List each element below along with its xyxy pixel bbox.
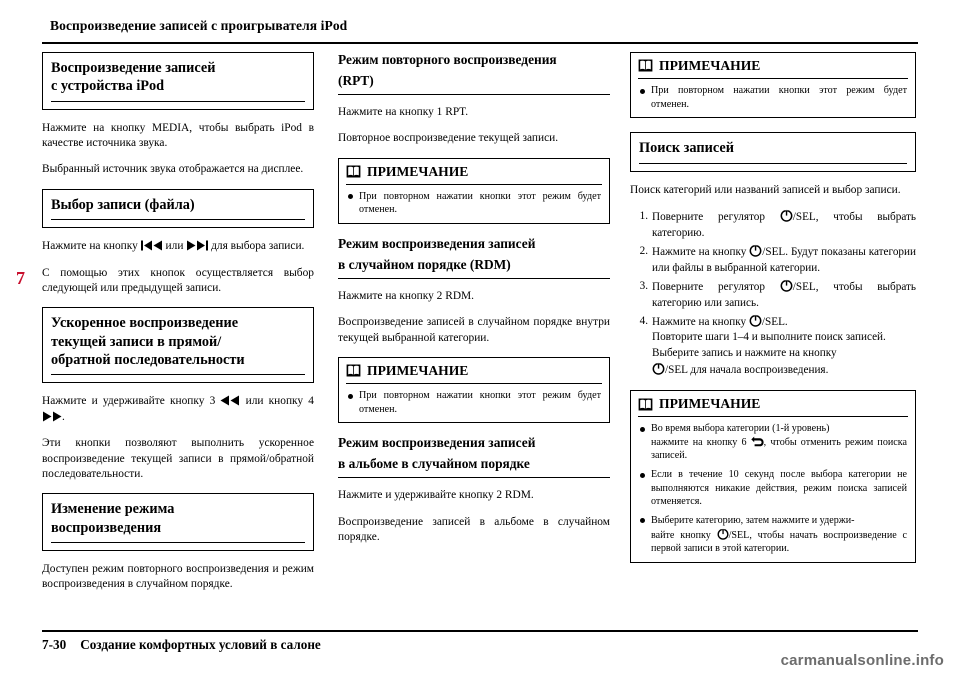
heading-fast-play-line3: обратной последовательности: [51, 352, 245, 369]
note-box-search: [630, 390, 916, 563]
note-item: При повторном нажатии кнопки этот режим будет отменен.: [347, 190, 601, 217]
heading-box-fast-play: [42, 307, 314, 383]
note-item: При повторном нажатии кнопки этот режим будет отменен.: [639, 84, 907, 111]
note-book-icon: [638, 397, 653, 412]
text-segment: , чтобы отменить режим поиска записей.: [651, 436, 907, 462]
text-segment: Нажмите на кнопку: [652, 245, 750, 258]
paragraph-search-desc: Поиск категорий или названий записей и выбор записи.: [630, 183, 901, 196]
text-segment: /SEL, чтобы выбрать категорию или запись.: [652, 280, 916, 309]
watermark: [781, 652, 944, 669]
fast-forward-icon: [42, 411, 62, 422]
heading-repeat-mode-line2: (RPT): [338, 72, 374, 88]
note-title-row: [631, 53, 915, 78]
note-list: [339, 384, 609, 422]
note-book-icon: [346, 363, 361, 378]
note-list: [631, 79, 915, 117]
footer-section-title: Создание комфортных условий в салоне: [80, 637, 321, 652]
note-list: [631, 417, 915, 562]
note-item-line2: [651, 436, 907, 463]
note-item: Если в течение 10 секунд после выбора категории не выполняются никакие действия, режим поиска записей отменяется.: [639, 468, 907, 509]
paragraph-rdm-desc: Воспроизведение записей в случайном порядке внутри текущей выбранной категории.: [338, 316, 610, 344]
paragraph-track-select: [42, 239, 314, 254]
power-select-knob-icon: [652, 362, 665, 375]
list-item: [630, 209, 916, 242]
paragraph-play-mode-desc: Доступен режим повторного воспроизведения и режим воспроизведения в случайном порядке.: [42, 563, 314, 591]
note-title: ПРИМЕЧАНИЕ: [367, 163, 469, 179]
heading-fast-play-line1: Ускоренное воспроизведение: [51, 315, 239, 332]
next-track-icon: [186, 240, 208, 251]
heading-underline: [51, 101, 305, 102]
power-select-knob-icon: [749, 244, 762, 257]
note-item: [639, 422, 907, 463]
main-heading-line1: Воспроизведение записей: [51, 60, 216, 76]
heading-underline: [51, 374, 305, 375]
paragraph-source-display: Выбранный источник звука отображается на дисплее.: [42, 163, 304, 176]
note-item-line2: [651, 528, 907, 556]
page-footer: [42, 637, 321, 653]
text-segment: Нажмите на кнопку: [652, 315, 749, 328]
note-item: [639, 514, 907, 556]
step-sub-line-with-icon: [652, 362, 916, 379]
heading-underline: [51, 219, 305, 220]
rewind-icon: [220, 395, 240, 406]
list-item: [630, 279, 916, 312]
power-select-knob-icon: [780, 279, 793, 292]
note-title-row: [631, 391, 915, 416]
note-item: При повторном нажатии кнопки этот режим будет отменен.: [347, 389, 601, 416]
heading-box-track-search: [630, 132, 916, 171]
watermark-text: carmanualsonline.info: [780, 652, 944, 669]
text-segment: Нажмите на кнопку: [42, 240, 141, 253]
paragraph-media-button: Нажмите на кнопку MEDIA, чтобы выбрать iPod в качестве источника звука.: [42, 121, 314, 150]
note-title: ПРИМЕЧАНИЕ: [659, 396, 761, 412]
column-left: [42, 52, 314, 604]
chapter-tab-number: 7: [16, 268, 25, 288]
text-segment: /SEL, чтобы выбрать категорию.: [652, 211, 916, 239]
heading-rdm-line2: в случайном порядке (RDM): [338, 256, 511, 272]
text-segment: или: [162, 240, 187, 253]
paragraph-album-rdm-desc: Воспроизведение записей в альбоме в случайном порядке.: [338, 515, 610, 543]
page-number: 7-30: [42, 637, 67, 652]
power-select-knob-icon: [780, 209, 793, 222]
note-title: ПРИМЕЧАНИЕ: [659, 58, 761, 73]
paragraph-fast-play-buttons: [42, 394, 314, 425]
power-select-knob-icon: [717, 528, 729, 540]
text-segment: /SEL. Будут показаны категории или файлы в выбранной категории.: [652, 245, 916, 274]
text-segment: .: [62, 410, 65, 423]
heading-box-track-select: [42, 189, 314, 228]
step-sub-line: Повторите шаги 1–4 и выполните поиск записей.: [652, 331, 886, 344]
paragraph-album-rdm-button: Нажмите и удерживайте кнопку 2 RDM.: [338, 489, 534, 502]
paragraph-rpt-desc: Повторное воспроизведение текущей записи.: [338, 132, 559, 145]
back-arrow-icon: [751, 436, 764, 447]
text-segment: Нажмите и удерживайте кнопку 3: [42, 395, 221, 408]
list-item: [630, 314, 916, 380]
heading-album-rdm-line2: в альбоме в случайном порядке: [338, 456, 530, 472]
note-item-line1: Во время выбора категории (1-й уровень): [651, 423, 830, 435]
note-title: ПРИМЕЧАНИЕ: [367, 362, 469, 378]
heading-box-play-mode: [42, 493, 314, 551]
note-list: [339, 185, 609, 223]
heading-rdm-line1: Режим воспроизведения записей: [338, 235, 536, 251]
note-book-icon: [346, 164, 361, 179]
heading-underline: [51, 542, 305, 543]
heading-underline: [338, 278, 610, 279]
paragraph-track-nav-desc: С помощью этих кнопок осуществляется выбор следующей или предыдущей записи.: [42, 266, 314, 295]
text-segment: /SEL, чтобы начать воспроизведение с первой записи в этой категории.: [651, 529, 908, 555]
heading-album-rdm-line1: Режим воспроизведения записей: [338, 435, 536, 451]
note-box-album-rdm: [630, 52, 916, 118]
text-segment: или кнопку 4: [240, 395, 314, 408]
heading-underline: [639, 163, 907, 164]
note-book-icon: [638, 58, 653, 73]
text-segment: /SEL для начала воспроизведения.: [665, 364, 829, 377]
paragraph-rdm-button: Нажмите на кнопку 2 RDM.: [338, 289, 475, 302]
heading-fast-play-line2: текущей записи в прямой/: [51, 333, 222, 350]
paragraph-rpt-button: Нажмите на кнопку 1 RPT.: [338, 105, 469, 118]
text-segment: нажмите на кнопку 6: [651, 436, 751, 448]
footer-divider: [42, 630, 918, 632]
heading-track-select: Выбор записи (файла): [51, 196, 195, 213]
text-segment: вайте кнопку: [651, 529, 717, 541]
note-item-line1: Выберите категорию, затем нажмите и удержи-: [651, 514, 855, 526]
power-select-knob-icon: [749, 314, 762, 327]
text-segment: для выбора записи.: [208, 240, 305, 253]
heading-underline: [338, 477, 610, 478]
main-heading-line2: с устройства iPod: [51, 78, 165, 95]
note-title-row: [339, 159, 609, 184]
text-segment: Поверните регулятор: [652, 280, 780, 293]
heading-play-mode-line1: Изменение режима: [51, 501, 175, 518]
column-middle: [338, 52, 610, 556]
text-segment: Поверните регулятор: [652, 211, 780, 224]
page-header-title: Воспроизведение записей с проигрывателя iPod: [50, 18, 348, 33]
note-title-row: [339, 358, 609, 383]
list-item: [630, 244, 916, 277]
paragraph-fast-play-desc: Эти кнопки позволяют выполнить ускоренное воспроизведение текущей записи в прямой/обратной последовательности.: [42, 437, 314, 480]
header-divider: [42, 42, 918, 44]
text-segment: /SEL.: [761, 315, 788, 328]
heading-repeat-mode-line1: Режим повторного воспроизведения: [338, 52, 557, 67]
heading-play-mode-line2: воспроизведения: [51, 519, 162, 536]
search-steps-list: [630, 209, 916, 379]
column-right: [630, 52, 916, 575]
note-box-rdm: [338, 357, 610, 423]
main-heading-box: [42, 52, 314, 110]
heading-underline: [338, 94, 610, 95]
note-box-rpt: [338, 158, 610, 224]
heading-track-search: Поиск записей: [639, 140, 734, 157]
step-sub-line: Выберите запись и нажмите на кнопку: [652, 347, 837, 360]
previous-track-icon: [141, 240, 163, 251]
